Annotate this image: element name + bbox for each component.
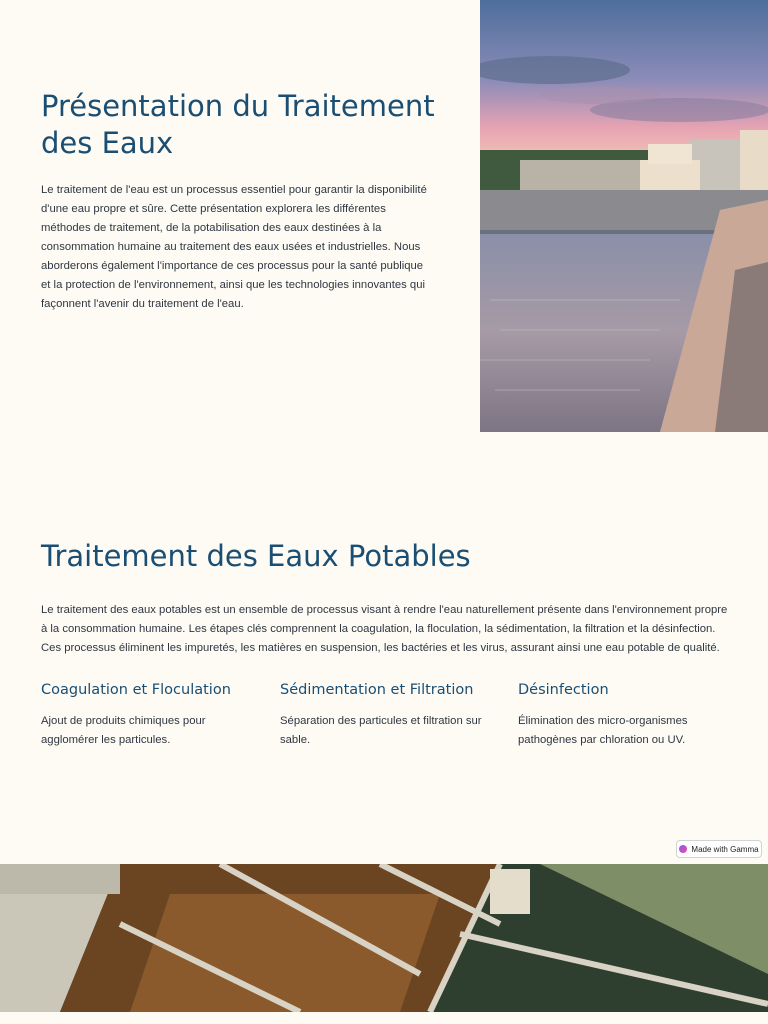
badge-label: Made with Gamma [691,844,759,854]
card-sedimentation [280,680,500,750]
gamma-logo-icon [679,845,687,853]
card-disinfection [518,680,728,750]
section-title: Traitement des Eaux Potables [41,539,471,573]
card-text: Ajout de produits chimiques pour agglomérer les particules. [41,715,206,746]
card-text: Séparation des particules et filtration sur sable. [280,715,482,746]
water-treatment-sunset-image [480,0,768,432]
slide-title: Présentation du Traitement des Eaux [41,89,435,160]
slide-intro-text: Le traitement de l'eau est un processus essentiel pour garantir la disponibilité d'une eau propre et sûre. Cette présentation explorera les différentes méthodes de traitement, de la potabilisation des eaux destinées à la consommation humaine au traitement des eaux usées et industrielles. Nous aborderons également l'importance de ces processus pour la santé publique et la protection de l'environnement, ainsi que les technologies innovantes qui façonnent l'avenir du traitement de l'eau. [41,184,427,310]
card-title: Sédimentation et Filtration [280,682,474,698]
section-intro-text: Le traitement des eaux potables est un ensemble de processus visant à rendre l'eau naturellement présente dans l'environnement propre à la consommation humaine. Les étapes clés comprennent la coagulation, la floculation, la sédimentation, la filtration et la désinfection. Ces processus éliminent les impuretés, les matières en suspension, les bactéries et les virus, assurant ainsi une eau potable de qualité. [41,604,728,654]
card-text: Élimination des micro-organismes pathogènes par chloration ou UV. [518,715,688,746]
sedimentation-basins-image [0,864,768,1012]
card-coagulation [41,680,261,750]
made-with-gamma-badge[interactable] [676,840,762,858]
card-title: Désinfection [518,682,609,698]
footer-strip [0,1012,768,1024]
card-title: Coagulation et Floculation [41,682,231,698]
